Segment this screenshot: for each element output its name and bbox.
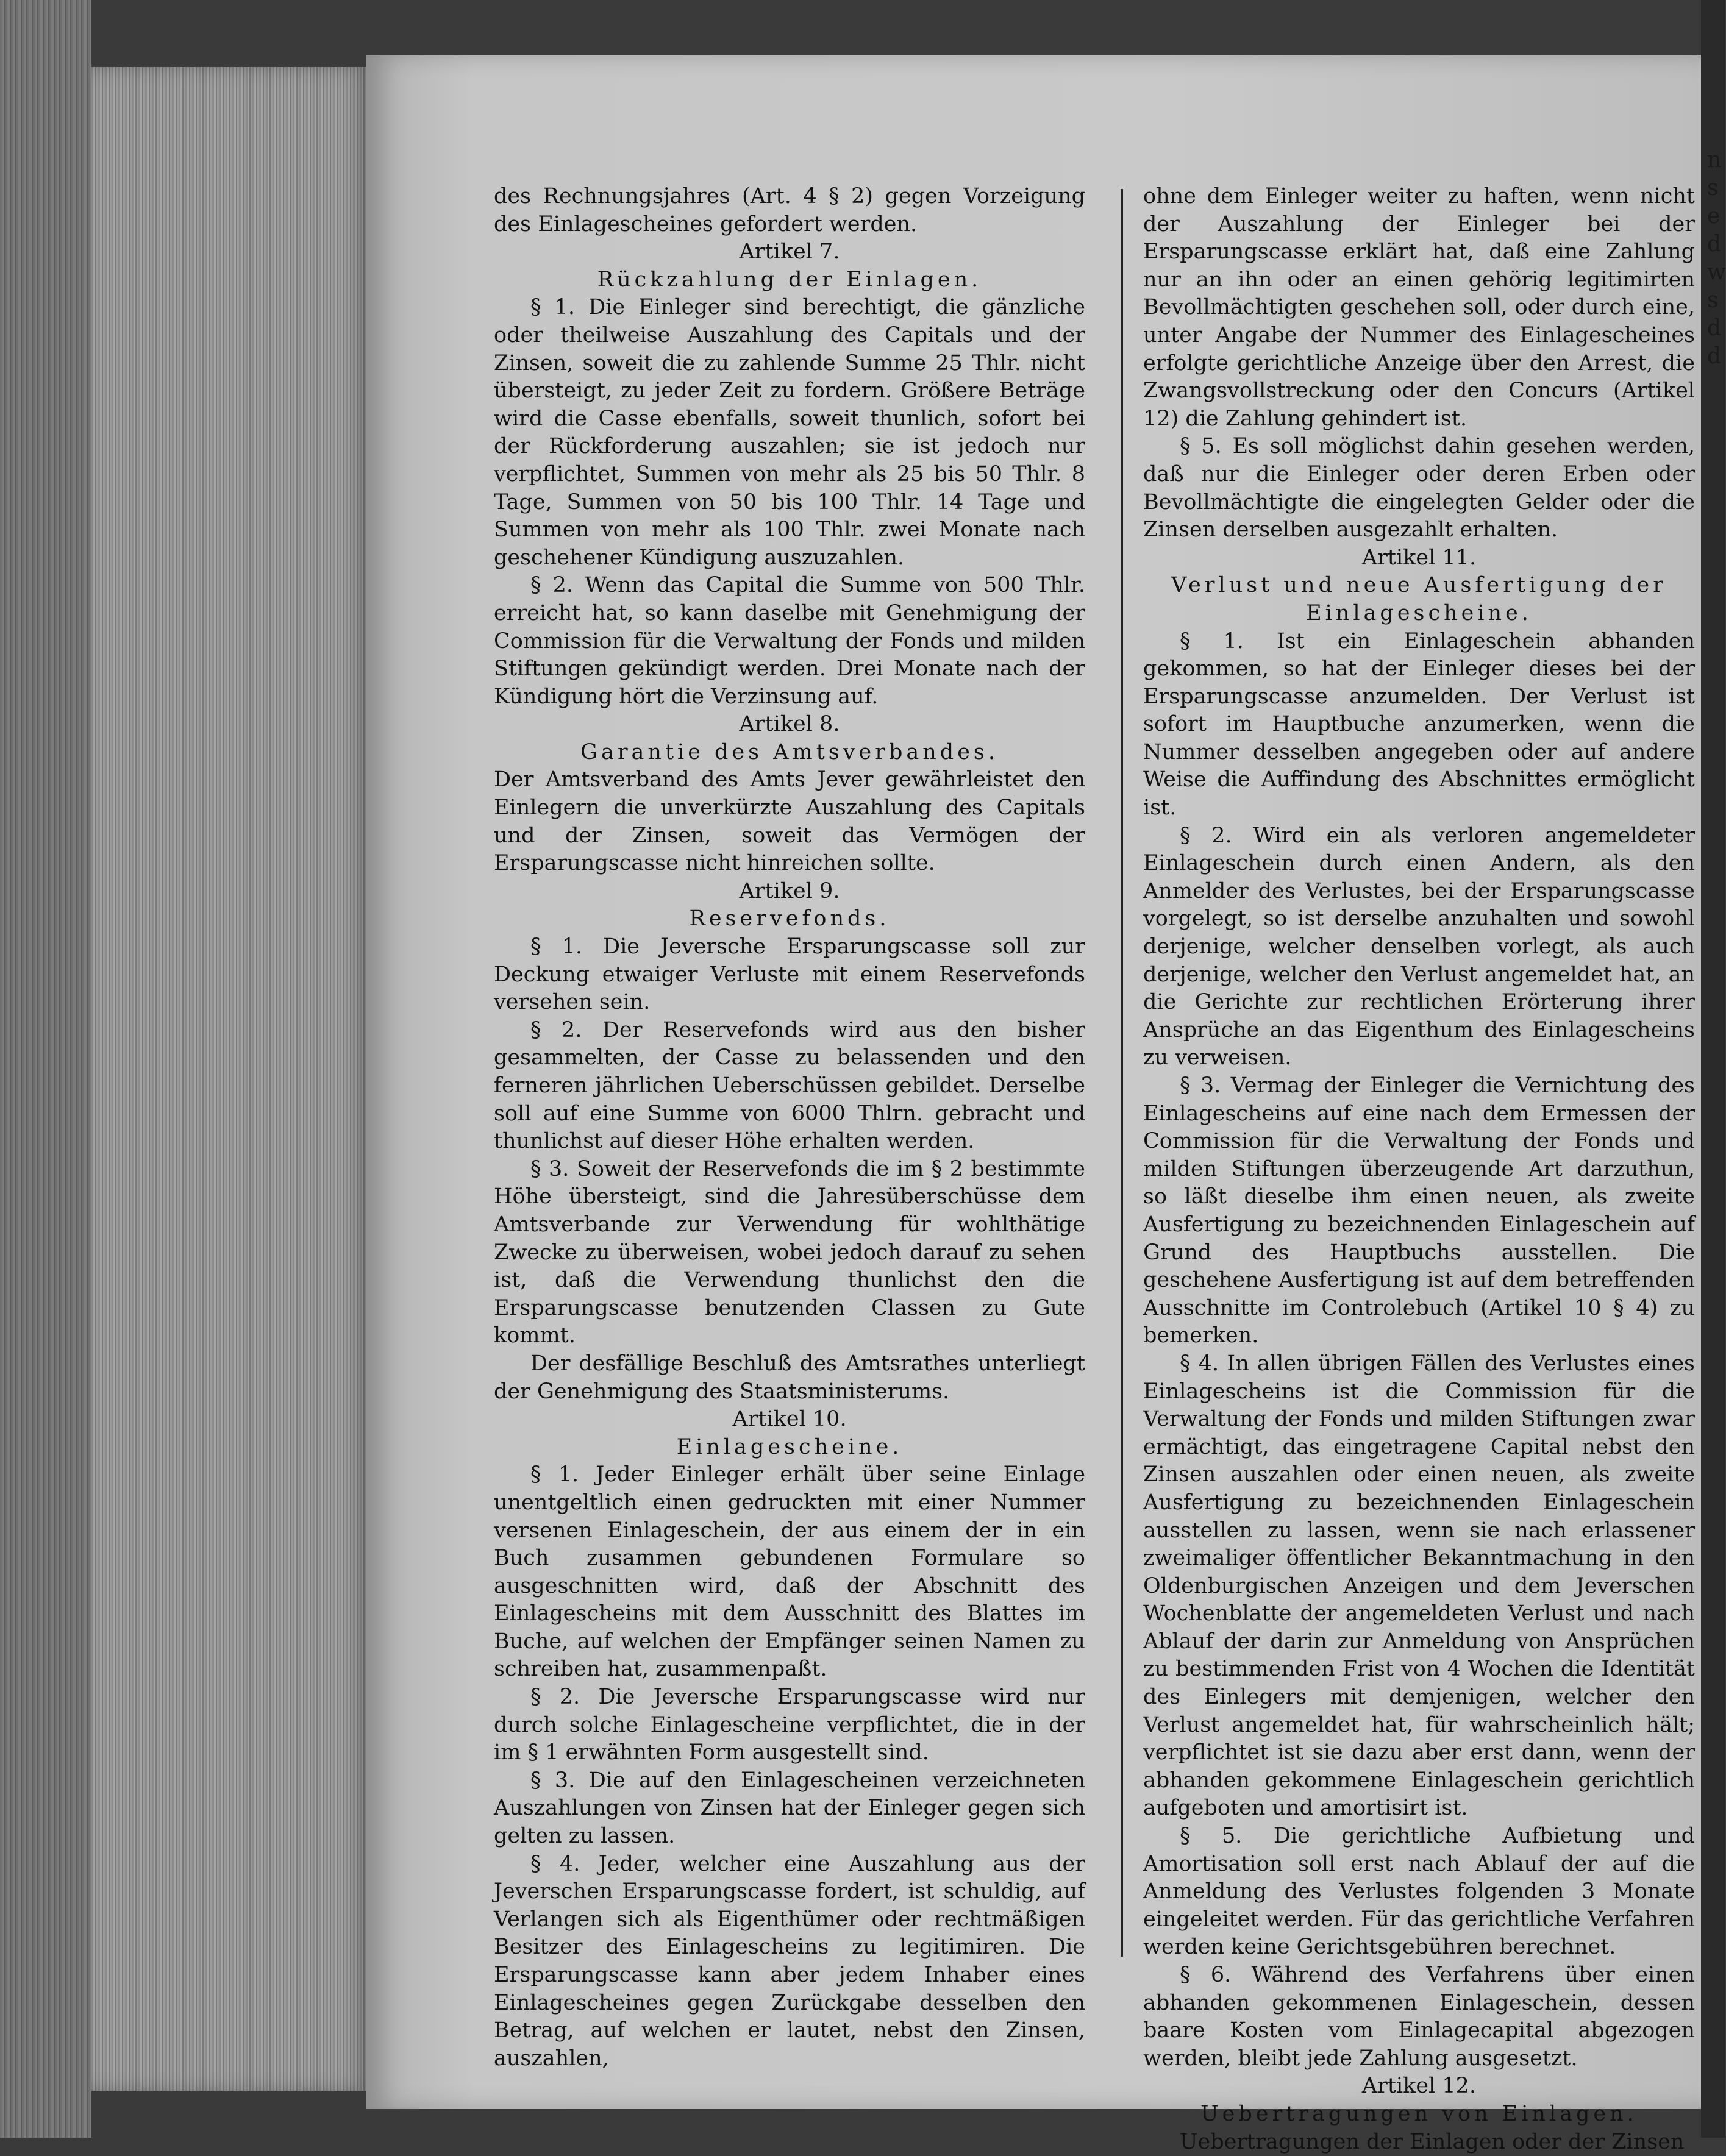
article-title: Uebertragungen von Einlagen.: [1200, 2101, 1638, 2126]
bleed-letter: d: [1707, 316, 1722, 341]
bleed-letter: d: [1707, 344, 1722, 369]
section-paragraph: § 1. Die Einleger sind berechtigt, die gänzliche oder theilweise Auszahlung des Capitals und der Zinsen, soweit die zu zahlende Summe 25 Thlr. nicht übersteigt, zu jeder Zeit zu fordern. Größere Beträge wird die Casse ebenfalls, soweit thunlich, sofort bei der Rückforderung auszahlen; sie ist jedoch nur verpflichtet, Summen von mehr als 25 bis 50 Thlr. 8 Tage, Summen von 50 bis 100 Thlr. 14 Tage und Summen von mehr als 100 Thlr. zwei Monate nach geschehener Kündigung auszuzahlen.: [494, 295, 1085, 570]
left-text-column: [494, 183, 1085, 2097]
section-paragraph: § 2. Der Reservefonds wird aus den bisher gesammelten, der Casse zu belassenden und den ferneren jährlichen Ueberschüssen gebildet. Derselbe soll auf eine Summe von 6000 Thlrn. gebracht und thunlichst auf dieser Höhe erhalten werden.: [494, 1017, 1085, 1154]
right-text-column: [1143, 183, 1695, 2154]
article-title: Reservefonds.: [689, 906, 890, 931]
column-rule: [1121, 189, 1123, 1957]
section-paragraph: § 1. Die Jeversche Ersparungscasse soll zur Deckung etwaiger Verluste mit einem Reservefonds versehen sein.: [494, 934, 1085, 1015]
section-paragraph: § 2. Wird ein als verloren angemeldeter Einlageschein durch einen Andern, als den Anmelder des Verlustes, bei der Ersparungscasse vorgelegt, so ist derselbe anzuhalten und sowohl derjenige, welcher denselben vorlegt, als auch derjenige, welcher den Verlust angemeldet hat, an die Gerichte zur rechtlichen Erörterung ihrer Ansprüche an das Eigenthum des Einlagescheins zu verweisen.: [1143, 823, 1695, 1070]
article-heading: Artikel 9.: [739, 878, 840, 903]
section-paragraph: § 5. Die gerichtliche Aufbietung und Amortisation soll erst nach Ablauf der auf die Anmeldung des Verlustes folgenden 3 Monate eingeleitet werden. Für das gerichtliche Verfahren werden keine Gerichtsgebühren berechnet.: [1143, 1824, 1695, 1960]
page-stack-edge: [91, 67, 372, 2091]
section-paragraph: § 3. Die auf den Einlagescheinen verzeichneten Auszahlungen von Zinsen hat der Einleger gegen sich gelten zu lassen.: [494, 1768, 1085, 1849]
bleed-letter: s: [1707, 176, 1719, 201]
paragraph: ohne dem Einleger weiter zu haften, wenn nicht der Auszahlung der Einleger bei der Ersparungscasse erklärt hat, daß eine Zahlung nur an ihn oder an einen gehörig legitimirten Bevollmächtigten geschehen soll, oder durch eine, unter Angabe der Nummer des Einlagescheines erfolgte gerichtliche Anzeige über den Arrest, die Zwangsvollstreckung oder den Concurs (Artikel 12) die Zahlung gehindert ist.: [1143, 184, 1695, 431]
facing-page-bleed: [1707, 146, 1725, 371]
article-title: Rückzahlung der Einlagen.: [597, 267, 982, 292]
paragraph: Der Amtsverband des Amts Jever gewährleistet den Einlegern die unverkürzte Auszahlung des Capitals und der Zinsen, soweit das Vermögen der Ersparungscasse nicht hinreichen sollte.: [494, 767, 1085, 876]
article-heading: Artikel 11.: [1361, 545, 1477, 570]
section-paragraph: § 4. In allen übrigen Fällen des Verlustes eines Einlagescheins ist die Commission für die Verwaltung der Fonds und milden Stiftungen zwar ermächtigt, das eingetragene Capital nebst den Zinsen auszahlen oder einen neuen, als zweite Ausfertigung zu bezeichnenden Einlageschein ausstellen zu lassen, wenn sie nach erlassener zweimaliger öffentlicher Bekanntmachung in den Oldenburgischen Anzeigen und dem Jeverschen Wochenblatte der angemeldeten Verlust und nach Ablauf der darin zur Anmeldung von Ansprüchen zu bestimmenden Frist von 4 Wochen die Identität des Einlegers mit demjenigen, welcher den Verlust angemeldet hat, für wahrscheinlich hält; verpflichtet ist sie dazu aber erst dann, wenn der abhanden gekommene Einlageschein gerichtlich aufgeboten und amortisirt ist.: [1143, 1351, 1695, 1821]
bleed-letter: s: [1707, 288, 1719, 313]
section-paragraph: § 1. Ist ein Einlageschein abhanden gekommen, so hat der Einleger dieses bei der Ersparungscasse anzumelden. Der Verlust ist sofort im Hauptbuche anzumerken, wenn die Nummer desselben angegeben oder auf andere Weise die Auffindung des Abschnittes ermöglicht ist.: [1143, 628, 1695, 820]
article-title: Verlust und neue Ausfertigung der Einlagescheine.: [1171, 573, 1667, 625]
section-paragraph: § 5. Es soll möglichst dahin gesehen werden, daß nur die Einleger oder deren Erben oder Bevollmächtigte die eingelegten Gelder oder die Zinsen derselben ausgezahlt erhalten.: [1143, 434, 1695, 543]
section-paragraph: § 2. Wenn das Capital die Summe von 500 Thlr. erreicht hat, so kann daselbe mit Genehmigung der Commission für die Verwaltung der Fonds und milden Stiftungen gekündigt werden. Drei Monate nach der Kündigung hört die Verzinsung auf.: [494, 573, 1085, 709]
article-heading: Artikel 7.: [739, 240, 840, 265]
section-paragraph: Der desfällige Beschluß des Amtsrathes unterliegt der Genehmigung des Staatsministerums.: [494, 1351, 1085, 1404]
bleed-letter: d: [1707, 232, 1722, 257]
section-paragraph: Uebertragungen der Einlagen oder der Zinsen: [1180, 2129, 1685, 2154]
article-heading: Artikel 8.: [739, 712, 840, 737]
scanner-background: [0, 0, 91, 2138]
section-paragraph: § 1. Jeder Einleger erhält über seine Einlage unentgeltlich einen gedruckten mit einer Nummer versenen Einlageschein, der aus einem der in ein Buch zusammen gebundenen Formulare so ausgeschnitten wird, daß der Abschnitt des Einlagescheins mit dem Ausschnitt des Blattes im Buche, auf welchen der Empfänger seinen Namen zu schreiben hat, zusammenpaßt.: [494, 1462, 1085, 1682]
article-heading: Artikel 12.: [1361, 2074, 1477, 2099]
article-heading: Artikel 10.: [732, 1407, 847, 1432]
section-paragraph: § 3. Soweit der Reservefonds die im § 2 bestimmte Höhe übersteigt, sind die Jahresüberschüsse dem Amtsverbande zur Verwendung für wohlthätige Zwecke zu überweisen, wobei jedoch darauf zu sehen ist, daß die Verwendung thunlichst den die Ersparungscasse benutzenden Classen zu Gute kommt.: [494, 1156, 1085, 1348]
bleed-letter: n: [1707, 148, 1722, 173]
section-paragraph: § 2. Die Jeversche Ersparungscasse wird nur durch solche Einlagescheine verpflichtet, die in der im § 1 erwähnten Form ausgestellt sind.: [494, 1685, 1085, 1765]
bleed-letter: e: [1707, 204, 1721, 229]
paragraph: des Rechnungsjahres (Art. 4 § 2) gegen Vorzeigung des Einlagescheines gefordert werden.: [494, 184, 1085, 237]
section-paragraph: § 3. Vermag der Einleger die Vernichtung des Einlagescheins auf eine nach dem Ermessen der Commission für die Verwaltung der Fonds und milden Stiftungen überzeugende Art darzuthun, so läßt dieselbe ihm einen neuen, als zweite Ausfertigung zu bezeichnenden Einlageschein auf Grund des Hauptbuchs ausstellen. Die geschehene Ausfertigung ist auf dem betreffenden Ausschnitte im Controlebuch (Artikel 10 § 4) zu bemerken.: [1143, 1073, 1695, 1348]
section-paragraph: § 4. Jeder, welcher eine Auszahlung aus der Jeverschen Ersparungscasse fordert, ist schuldig, auf Verlangen sich als Eigenthümer oder rechtmäßigen Besitzer des Einlagescheins zu legitimiren. Die Ersparungscasse kann aber jedem Inhaber eines Einlagescheines gegen Zurückgabe desselben den Betrag, auf welchen er lautet, nebst den Zinsen, auszahlen,: [494, 1851, 1085, 2071]
article-title: Einlagescheine.: [676, 1434, 903, 1459]
article-title: Garantie des Amtsverbandes.: [580, 739, 999, 764]
bleed-letter: w: [1707, 260, 1726, 285]
section-paragraph: § 6. Während des Verfahrens über einen abhanden gekommenen Einlageschein, dessen baare Kosten vom Einlagecapital abgezogen werden, bleibt jede Zahlung ausgesetzt.: [1143, 1963, 1695, 2071]
